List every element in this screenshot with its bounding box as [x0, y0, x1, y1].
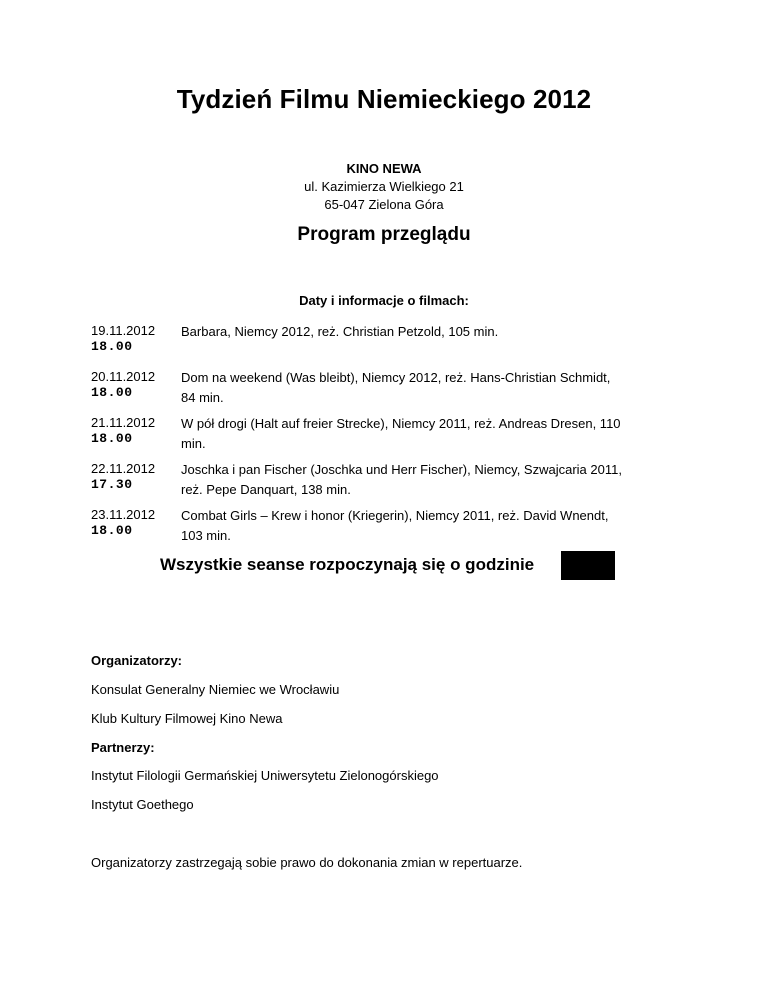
film-time: 17.30	[91, 477, 133, 492]
organizers-heading: Organizatorzy:	[91, 653, 183, 668]
film-description	[181, 368, 676, 408]
film-description-line: Dom na weekend (Was bleibt), Niemcy 2012, reż. Hans-Christian Schmidt,	[181, 370, 611, 385]
film-row	[91, 414, 681, 460]
film-time: 18.00	[91, 385, 133, 400]
footer-note: Organizatorzy zastrzegają sobie prawo do dokonania zmian w repertuarze.	[91, 855, 523, 870]
partner-item: Instytut Filologii Germańskiej Uniwersytetu Zielonogórskiego	[91, 768, 439, 783]
film-description-line: reż. Pepe Danquart, 138 min.	[181, 482, 351, 497]
film-when	[91, 322, 171, 355]
film-row	[91, 322, 681, 368]
film-description	[181, 506, 676, 546]
film-description	[181, 414, 676, 454]
venue-name: KINO NEWA	[346, 161, 422, 176]
page-title: Tydzień Filmu Niemieckiego 2012	[176, 84, 592, 114]
film-description-line: min.	[181, 436, 206, 451]
film-description	[181, 322, 676, 342]
partner-item: Instytut Goethego	[91, 797, 194, 812]
film-description	[181, 460, 676, 500]
film-description-line: Barbara, Niemcy 2012, reż. Christian Petzold, 105 min.	[181, 324, 499, 339]
dates-heading: Daty i informacje o filmach:	[299, 293, 469, 308]
program-heading: Program przeglądu	[297, 224, 471, 245]
redaction-box	[561, 551, 615, 580]
venue-block	[0, 160, 768, 214]
film-row	[91, 506, 681, 552]
film-schedule	[91, 322, 681, 552]
film-description-line: Combat Girls – Krew i honor (Kriegerin), Niemcy 2011, reż. David Wnendt,	[181, 508, 609, 523]
film-date: 21.11.2012	[91, 415, 156, 430]
film-when	[91, 368, 171, 401]
film-date: 23.11.2012	[91, 507, 156, 522]
film-description-line: Joschka i pan Fischer (Joschka und Herr Fischer), Niemcy, Szwajcaria 2011,	[181, 462, 622, 477]
film-date: 20.11.2012	[91, 369, 156, 384]
start-time-notice: Wszystkie seanse rozpoczynają się o godzinie	[160, 555, 535, 574]
venue-street: ul. Kazimierza Wielkiego 21	[304, 179, 464, 194]
organizer-item: Klub Kultury Filmowej Kino Newa	[91, 711, 283, 726]
film-description-line: 103 min.	[181, 528, 231, 543]
film-row	[91, 460, 681, 506]
film-time: 18.00	[91, 431, 133, 446]
film-when	[91, 460, 171, 493]
film-description-line: 84 min.	[181, 390, 224, 405]
partners-heading: Partnerzy:	[91, 740, 155, 755]
film-date: 22.11.2012	[91, 461, 156, 476]
film-row	[91, 368, 681, 414]
organizer-item: Konsulat Generalny Niemiec we Wrocławiu	[91, 682, 340, 697]
film-time: 18.00	[91, 523, 133, 538]
film-date: 19.11.2012	[91, 323, 156, 338]
film-when	[91, 414, 171, 447]
film-time: 18.00	[91, 339, 133, 354]
venue-city: 65-047 Zielona Góra	[324, 197, 444, 212]
film-description-line: W pół drogi (Halt auf freier Strecke), Niemcy 2011, reż. Andreas Dresen, 110	[181, 416, 621, 431]
film-when	[91, 506, 171, 539]
